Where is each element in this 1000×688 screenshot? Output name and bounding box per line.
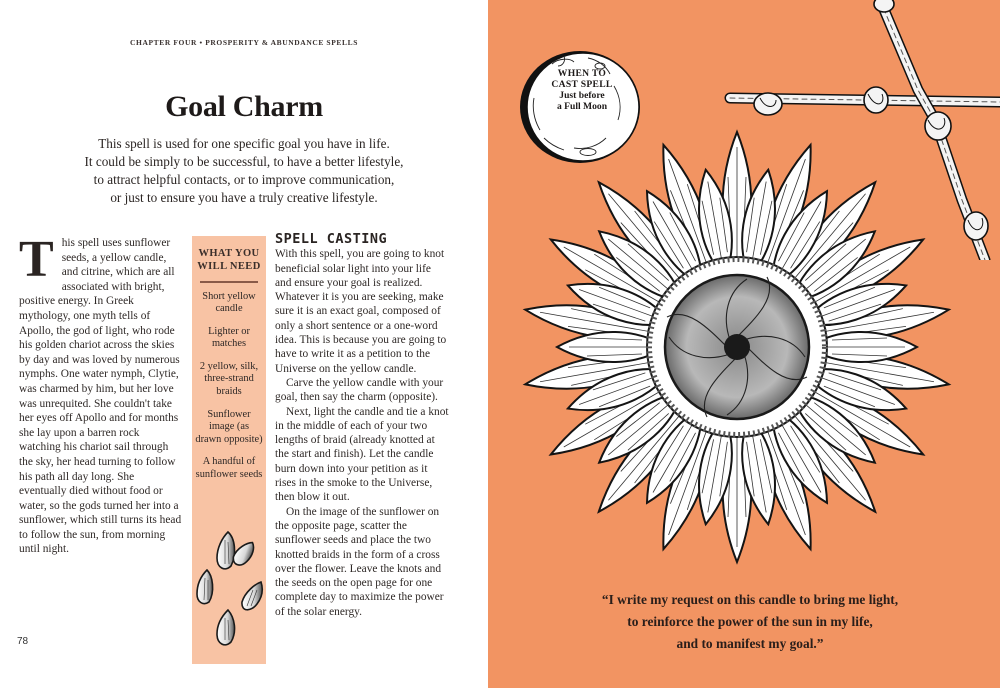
sunflower-seeds-icon <box>195 520 275 650</box>
badge-label: CAST SPELL <box>551 79 613 90</box>
intro-line: It could be simply to be successful, to have a better lifestyle, <box>84 154 404 169</box>
sunflower-icon <box>500 110 990 590</box>
spell-casting-section <box>275 232 450 619</box>
page-number: 78 <box>17 636 29 647</box>
badge-label: WHEN TO <box>557 68 607 79</box>
quote-line: and to manifest my goal.” <box>676 636 824 651</box>
running-head: CHAPTER FOUR • PROSPERITY & ABUNDANCE SPELLS <box>130 38 358 47</box>
instruction-paragraph: On the image of the sunflower on the opposite page, scatter the sunflower seeds and place the two knotted braids in the form of a cross over the flower. Leave the knots and the seeds on the open page for one complete day to maximize the power of the solar energy. <box>275 505 444 618</box>
page-title: Goal Charm <box>165 90 323 123</box>
ingredient-item: Short yellow candle <box>202 290 256 315</box>
sidebar-title-line: WHAT YOU <box>198 248 260 259</box>
quote-line: “I write my request on this candle to bring me light, <box>601 592 899 607</box>
sidebar-title-line: WILL NEED <box>197 261 261 272</box>
section-heading: SPELL CASTING <box>275 231 388 247</box>
when-to-cast-badge <box>527 68 637 112</box>
drop-cap: T <box>19 231 54 288</box>
left-page <box>0 0 488 688</box>
intro-line: This spell is used for one specific goal you have in life. <box>98 136 390 151</box>
ingredient-item: 2 yellow, silk, three-strand braids <box>199 360 259 398</box>
badge-value: a Full Moon <box>556 101 608 112</box>
body-text: his spell uses sunflower seeds, a yellow candle, and citrine, which are all associated with bright, positive energy. In Greek mythology, one myth tells of Apollo, the god of light, who rode his golden chariot across the skies by day and was loved by numerous nymphs. One water nymph, Clytie, was charmed by him, but her love was unrequited. She couldn't take her eyes off Apollo and for months she lay upon a barren rock watching his chariot sail through the sky, her head turning to follow his path all day long. She eventually died without food or water, so the gods turned her into a sunflower, which still turns its head to follow the sun, from morning until night. <box>19 237 182 556</box>
ingredient-item: Sunflower image (as drawn opposite) <box>195 408 263 445</box>
sidebar-title <box>192 247 266 273</box>
intro-line: to attract helpful contacts, or to improve communication, <box>93 172 395 187</box>
instruction-paragraph: Carve the yellow candle with your goal, then say the charm (opposite). <box>275 376 444 404</box>
intro-paragraph <box>40 135 448 207</box>
ingredient-item: A handful of sunflower seeds <box>195 456 263 481</box>
badge-value: Just before <box>559 90 605 101</box>
body-text-column <box>19 231 182 557</box>
quote-line: to reinforce the power of the sun in my life, <box>627 614 873 629</box>
ingredient-item: Lighter or matches <box>208 325 250 350</box>
sidebar-divider <box>200 281 258 283</box>
instruction-paragraph: With this spell, you are going to knot beneficial solar light into your life and ensure your goal is realized. Whatever it is you are seeking, make sure it is an exact goal, composed of only a short sentence or a one-word idea. This is because you are going to have to write it as a petition to the Universe on the yellow candle. <box>275 248 447 375</box>
instruction-paragraph: Next, light the candle and tie a knot in the middle of each of your two lengths of braid (already knotted at the start and finish). Let the candle burn down into your petition as it rises in the smoke to the Universe, then blow it out. <box>275 405 449 504</box>
intro-line: or just to ensure you have a truly creative lifestyle. <box>110 190 378 205</box>
charm-quote <box>540 589 960 655</box>
